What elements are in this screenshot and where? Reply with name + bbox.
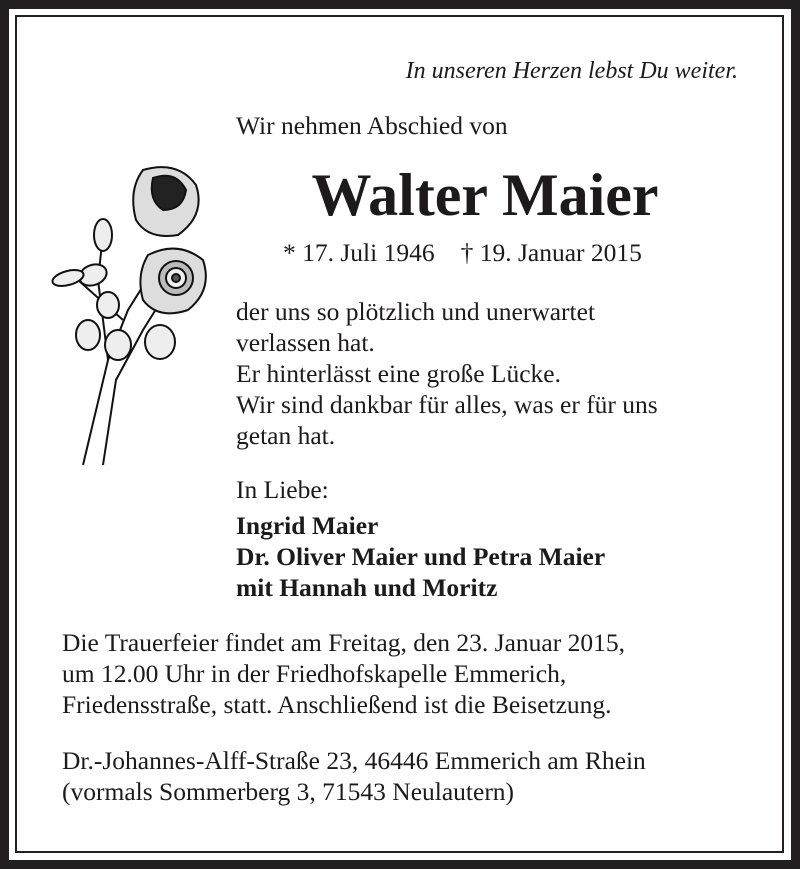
ceremony-info <box>62 627 625 720</box>
ceremony-line: Friedensstraße, statt. Anschließend ist die Beisetzung. <box>62 690 612 719</box>
motto: In unseren Herzen lebst Du weiter. <box>405 58 738 84</box>
family-member: Dr. Oliver Maier und Petra Maier <box>236 542 606 571</box>
family-list <box>236 510 605 603</box>
family-member: mit Hannah und Moritz <box>236 573 498 602</box>
address-line: (vormals Sommerberg 3, 71543 Neulautern) <box>62 777 515 806</box>
ceremony-line: Die Trauerfeier findet am Freitag, den 23. Januar 2015, <box>62 628 625 657</box>
ceremony-line: um 12.00 Uhr in der Friedhofskapelle Emmerich, <box>62 659 567 688</box>
message-line: getan hat. <box>236 421 336 450</box>
birth-date: * 17. Juli 1946 <box>283 238 435 267</box>
message-line: verlassen hat. <box>236 328 375 357</box>
death-date: † 19. Januar 2015 <box>460 238 642 267</box>
life-dates <box>283 237 668 268</box>
love-label: In Liebe: <box>236 475 329 504</box>
rose-icon <box>48 160 216 470</box>
message-line: Er hinterlässt eine große Lücke. <box>236 359 562 388</box>
intro-text: Wir nehmen Abschied von <box>236 111 508 140</box>
address-line: Dr.-Johannes-Alff-Straße 23, 46446 Emmerich am Rhein <box>62 746 646 775</box>
message-line: der uns so plötzlich und unerwartet <box>236 297 596 326</box>
address <box>62 745 646 807</box>
family-member: Ingrid Maier <box>236 511 379 540</box>
message-line: Wir sind dankbar für alles, was er für uns <box>236 390 658 419</box>
message <box>236 296 658 451</box>
deceased-name: Walter Maier <box>311 162 659 228</box>
